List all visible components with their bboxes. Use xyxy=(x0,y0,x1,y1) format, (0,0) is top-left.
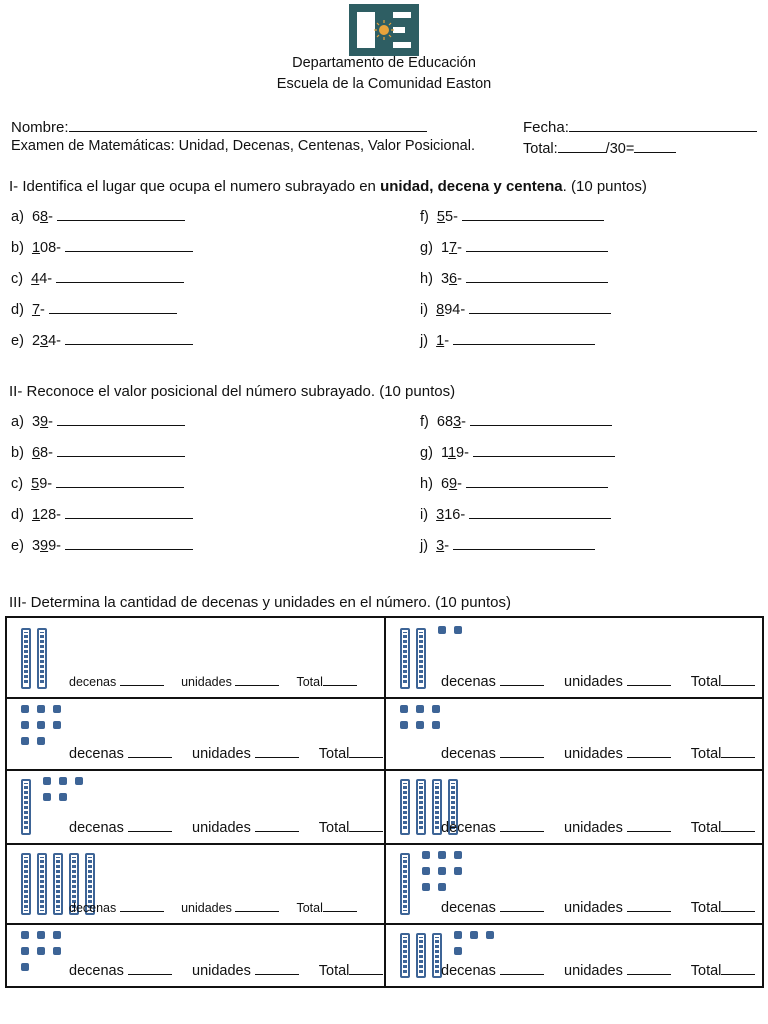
item-number: 5- xyxy=(445,209,462,225)
date-label: Fecha: xyxy=(523,119,569,136)
item-underlined-digit: 1 xyxy=(436,333,445,349)
item-number: 1 xyxy=(440,445,448,461)
section2-item xyxy=(11,411,185,430)
total-line[interactable] xyxy=(323,897,357,912)
section1-item xyxy=(11,268,184,287)
answer-fields xyxy=(69,671,357,689)
unit-cube-icon xyxy=(454,947,462,955)
answer-line[interactable] xyxy=(65,504,193,519)
school-logo xyxy=(349,4,419,56)
item-number: 8- xyxy=(40,445,57,461)
item-underlined-digit: 1 xyxy=(447,445,457,461)
item-label: h) xyxy=(420,271,441,287)
item-label: b) xyxy=(11,445,32,461)
unidades-label: unidades xyxy=(171,746,255,762)
total-line[interactable] xyxy=(349,743,383,758)
unit-cube-icon xyxy=(422,851,430,859)
tens-rod-icon xyxy=(400,853,410,915)
unit-cube-icon xyxy=(37,737,45,745)
item-number: 9- xyxy=(48,538,66,554)
answer-line[interactable] xyxy=(469,504,611,519)
item-underlined-digit: 3 xyxy=(436,538,445,554)
unit-cube-icon xyxy=(53,931,61,939)
tens-rod-icon xyxy=(400,779,410,835)
item-label: e) xyxy=(11,333,32,349)
unit-cube-icon xyxy=(21,947,29,955)
unit-cube-icon xyxy=(43,793,51,801)
tens-rod-icon xyxy=(416,933,426,978)
item-label: b) xyxy=(11,240,32,256)
item-label: j) xyxy=(420,538,437,554)
tens-rod-icon xyxy=(37,628,47,689)
decenas-line[interactable] xyxy=(128,960,172,975)
block-cell xyxy=(7,697,383,769)
answer-fields xyxy=(441,743,755,762)
answer-line[interactable] xyxy=(57,206,185,221)
unit-cube-icon xyxy=(432,705,440,713)
total-line[interactable] xyxy=(323,671,357,686)
item-underlined-digit: 4 xyxy=(31,271,40,287)
item-underlined-digit: 7 xyxy=(449,240,458,256)
unit-cube-icon xyxy=(438,883,446,891)
answer-fields xyxy=(441,817,755,836)
tens-rod-icon xyxy=(53,853,63,915)
item-number: - xyxy=(457,240,466,256)
item-number: 9- xyxy=(39,476,57,492)
unidades-line[interactable] xyxy=(255,743,299,758)
unit-cube-icon xyxy=(59,793,67,801)
unidades-label: unidades xyxy=(163,901,236,915)
unit-cube-icon xyxy=(59,777,67,785)
total-line[interactable] xyxy=(721,960,755,975)
unidades-label: unidades xyxy=(543,746,627,762)
item-number: 94- xyxy=(444,302,470,318)
answer-line[interactable] xyxy=(470,411,612,426)
unidades-label: unidades xyxy=(171,963,255,979)
item-number: 28- xyxy=(40,507,66,523)
item-label: d) xyxy=(11,302,32,318)
unit-cube-icon xyxy=(486,931,494,939)
section2-item xyxy=(11,473,184,492)
item-label: c) xyxy=(11,271,32,287)
item-number: 3 xyxy=(31,538,41,554)
item-number: 4- xyxy=(48,333,66,349)
section1-item xyxy=(420,299,611,318)
block-cell xyxy=(386,923,762,986)
decenas-label: decenas xyxy=(441,900,500,916)
section1-item xyxy=(11,237,193,256)
decenas-line[interactable] xyxy=(128,817,172,832)
section1-title: I- Identifica el lugar que ocupa el numero subrayado en unidad, decena y centena. (10 puntos) xyxy=(9,178,647,195)
block-cell xyxy=(386,769,762,843)
unit-cube-icon xyxy=(454,851,462,859)
decenas-line[interactable] xyxy=(500,960,544,975)
total-label: Total xyxy=(670,900,722,916)
item-underlined-digit: 3 xyxy=(40,333,49,349)
unidades-label: unidades xyxy=(543,963,627,979)
item-underlined-digit: 5 xyxy=(31,476,40,492)
total-line[interactable] xyxy=(721,817,755,832)
item-label: f) xyxy=(420,414,437,430)
item-number: 3 xyxy=(31,414,41,430)
unit-cube-icon xyxy=(21,737,29,745)
decenas-label: decenas xyxy=(69,746,128,762)
decenas-label: decenas xyxy=(441,963,500,979)
section2-title: II- Reconoce el valor posicional del número subrayado. (10 puntos) xyxy=(9,383,456,400)
date-field[interactable] xyxy=(523,117,757,136)
unit-cube-icon xyxy=(75,777,83,785)
answer-line[interactable] xyxy=(462,206,604,221)
answer-fields xyxy=(69,743,383,762)
unit-cube-icon xyxy=(454,626,462,634)
item-number: 4- xyxy=(39,271,57,287)
item-label: i) xyxy=(420,302,437,318)
total-line-2[interactable] xyxy=(634,138,676,153)
unidades-line[interactable] xyxy=(627,743,671,758)
answer-line[interactable] xyxy=(57,411,185,426)
total-line[interactable] xyxy=(721,743,755,758)
answer-fields xyxy=(69,817,383,836)
unit-cube-icon xyxy=(53,721,61,729)
answer-line[interactable] xyxy=(49,299,177,314)
unidades-label: unidades xyxy=(543,674,627,690)
answer-fields xyxy=(69,960,383,979)
blocks-table xyxy=(5,616,764,988)
answer-line[interactable] xyxy=(473,442,615,457)
answer-line[interactable] xyxy=(469,299,611,314)
tens-rod-icon xyxy=(21,853,31,915)
item-underlined-digit: 5 xyxy=(436,209,445,225)
logo-graphic xyxy=(349,4,419,56)
item-number: 2 xyxy=(31,333,41,349)
answer-line[interactable] xyxy=(65,330,193,345)
exam-title: Examen de Matemáticas: Unidad, Decenas, Centenas, Valor Posicional. xyxy=(11,138,475,154)
item-number: 68 xyxy=(436,414,454,430)
decenas-line[interactable] xyxy=(120,897,164,912)
item-underlined-digit: 8 xyxy=(436,302,445,318)
total-label: Total xyxy=(279,901,323,915)
section1-item xyxy=(11,299,177,318)
item-number: 6 xyxy=(31,209,41,225)
total-line-1[interactable] xyxy=(558,138,606,153)
item-underlined-digit: 7 xyxy=(31,302,41,318)
unit-cube-icon xyxy=(438,867,446,875)
item-label: i) xyxy=(420,507,437,523)
tens-rod-icon xyxy=(21,779,31,835)
header-department: Departamento de Educación xyxy=(292,55,476,71)
item-number: - xyxy=(461,414,470,430)
decenas-line[interactable] xyxy=(128,743,172,758)
decenas-label: decenas xyxy=(441,746,500,762)
item-number: - xyxy=(48,209,57,225)
unit-cube-icon xyxy=(454,931,462,939)
date-line[interactable] xyxy=(569,117,757,132)
unit-cube-icon xyxy=(438,626,446,634)
total-label: Total xyxy=(298,963,350,979)
unit-cube-icon xyxy=(37,947,45,955)
unit-cube-icon xyxy=(470,931,478,939)
tens-rod-icon xyxy=(37,853,47,915)
answer-line[interactable] xyxy=(57,442,185,457)
total-label: Total: xyxy=(523,141,558,157)
name-line[interactable] xyxy=(69,117,427,132)
decenas-line[interactable] xyxy=(500,897,544,912)
item-label: c) xyxy=(11,476,32,492)
total-line[interactable] xyxy=(721,897,755,912)
tens-rod-icon xyxy=(400,628,410,689)
unit-cube-icon xyxy=(454,867,462,875)
block-cell xyxy=(386,697,762,769)
section2-item xyxy=(420,535,595,554)
unit-cube-icon xyxy=(432,721,440,729)
section2-item xyxy=(420,442,615,461)
answer-line[interactable] xyxy=(466,268,608,283)
name-field[interactable] xyxy=(11,117,427,136)
total-label: Total xyxy=(298,820,350,836)
section1-item xyxy=(11,330,193,349)
section1-item xyxy=(420,330,595,349)
total-line[interactable] xyxy=(349,817,383,832)
unidades-label: unidades xyxy=(543,900,627,916)
sun-emblem-icon xyxy=(379,25,389,35)
unidades-line[interactable] xyxy=(627,817,671,832)
answer-line[interactable] xyxy=(56,473,184,488)
decenas-line[interactable] xyxy=(500,817,544,832)
item-number: - xyxy=(457,476,466,492)
item-number: 16- xyxy=(444,507,470,523)
unit-cube-icon xyxy=(37,705,45,713)
item-underlined-digit: 1 xyxy=(31,507,41,523)
unit-cube-icon xyxy=(37,721,45,729)
answer-fields xyxy=(441,671,755,690)
item-number: - xyxy=(457,271,466,287)
tens-rod-icon xyxy=(400,933,410,978)
block-cell xyxy=(7,843,383,923)
decenas-label: decenas xyxy=(69,675,120,689)
item-number: 9- xyxy=(456,445,473,461)
unidades-line[interactable] xyxy=(627,897,671,912)
section2-item xyxy=(420,473,608,492)
unit-cube-icon xyxy=(400,705,408,713)
item-number: 3 xyxy=(440,271,450,287)
total-label: Total xyxy=(670,963,722,979)
answer-line[interactable] xyxy=(65,535,193,550)
section1-item xyxy=(11,206,185,225)
item-number: - xyxy=(40,302,49,318)
unidades-label: unidades xyxy=(543,820,627,836)
unit-cube-icon xyxy=(416,705,424,713)
total-line[interactable] xyxy=(349,960,383,975)
section1-item xyxy=(420,206,604,225)
unidades-line[interactable] xyxy=(627,960,671,975)
answer-fields xyxy=(441,960,755,979)
item-label: f) xyxy=(420,209,437,225)
block-cell xyxy=(7,769,383,843)
answer-fields xyxy=(69,897,357,915)
section1-item xyxy=(420,268,608,287)
item-underlined-digit: 9 xyxy=(40,538,49,554)
answer-line[interactable] xyxy=(453,330,595,345)
unit-cube-icon xyxy=(21,931,29,939)
block-cell xyxy=(386,618,762,697)
block-cell xyxy=(7,618,383,697)
answer-line[interactable] xyxy=(65,237,193,252)
decenas-line[interactable] xyxy=(500,743,544,758)
unit-cube-icon xyxy=(422,883,430,891)
decenas-line[interactable] xyxy=(500,671,544,686)
item-underlined-digit: 6 xyxy=(449,271,458,287)
section2-item xyxy=(420,411,612,430)
unidades-line[interactable] xyxy=(255,817,299,832)
decenas-label: decenas xyxy=(69,901,120,915)
unit-cube-icon xyxy=(438,851,446,859)
unidades-line[interactable] xyxy=(235,671,279,686)
unit-cube-icon xyxy=(21,963,29,971)
total-label: Total xyxy=(298,746,350,762)
unit-cube-icon xyxy=(416,721,424,729)
tens-rod-icon xyxy=(21,628,31,689)
unidades-line[interactable] xyxy=(255,960,299,975)
item-label: g) xyxy=(420,445,441,461)
block-cell xyxy=(386,843,762,923)
total-label: Total xyxy=(670,746,722,762)
unit-cube-icon xyxy=(21,705,29,713)
section2-item xyxy=(420,504,611,523)
item-number: 08- xyxy=(40,240,66,256)
item-label: a) xyxy=(11,209,32,225)
unidades-label: unidades xyxy=(163,675,236,689)
unit-cube-icon xyxy=(53,947,61,955)
header-school: Escuela de la Comunidad Easton xyxy=(276,76,492,92)
unit-cube-icon xyxy=(21,721,29,729)
name-label: Nombre: xyxy=(11,119,69,136)
item-underlined-digit: 3 xyxy=(436,507,445,523)
item-number: 1 xyxy=(440,240,450,256)
item-underlined-digit: 6 xyxy=(31,445,41,461)
answer-line[interactable] xyxy=(466,237,608,252)
total-label: Total xyxy=(279,675,323,689)
item-underlined-digit: 9 xyxy=(449,476,458,492)
decenas-label: decenas xyxy=(441,820,500,836)
item-label: e) xyxy=(11,538,32,554)
item-underlined-digit: 1 xyxy=(31,240,41,256)
item-number: - xyxy=(444,538,454,554)
total-label: Total xyxy=(670,820,722,836)
section2-item xyxy=(11,504,193,523)
item-underlined-digit: 3 xyxy=(453,414,462,430)
item-number: 6 xyxy=(440,476,450,492)
decenas-line[interactable] xyxy=(120,671,164,686)
total-field[interactable] xyxy=(523,138,676,157)
item-label: a) xyxy=(11,414,32,430)
section2-item xyxy=(11,442,185,461)
item-underlined-digit: 9 xyxy=(40,414,49,430)
item-label: g) xyxy=(420,240,441,256)
answer-line[interactable] xyxy=(56,268,184,283)
unit-cube-icon xyxy=(43,777,51,785)
unit-cube-icon xyxy=(422,867,430,875)
section1-item xyxy=(420,237,608,256)
decenas-label: decenas xyxy=(441,674,500,690)
decenas-label: decenas xyxy=(69,963,128,979)
item-number: - xyxy=(444,333,454,349)
answer-line[interactable] xyxy=(466,473,608,488)
tens-rod-icon xyxy=(416,628,426,689)
unidades-label: unidades xyxy=(171,820,255,836)
section3-title: III- Determina la cantidad de decenas y unidades en el número. (10 puntos) xyxy=(9,594,511,611)
decenas-label: decenas xyxy=(69,820,128,836)
total-line[interactable] xyxy=(721,671,755,686)
unit-cube-icon xyxy=(53,705,61,713)
block-cell xyxy=(7,923,383,986)
answer-fields xyxy=(441,897,755,916)
item-label: d) xyxy=(11,507,32,523)
unidades-line[interactable] xyxy=(627,671,671,686)
tens-rod-icon xyxy=(416,779,426,835)
unidades-line[interactable] xyxy=(235,897,279,912)
item-label: j) xyxy=(420,333,437,349)
item-number: - xyxy=(48,414,57,430)
total-suffix: /30= xyxy=(605,141,635,157)
item-label: h) xyxy=(420,476,441,492)
item-underlined-digit: 8 xyxy=(40,209,49,225)
answer-line[interactable] xyxy=(453,535,595,550)
section2-item xyxy=(11,535,193,554)
unit-cube-icon xyxy=(400,721,408,729)
unit-cube-icon xyxy=(37,931,45,939)
total-label: Total xyxy=(670,674,722,690)
